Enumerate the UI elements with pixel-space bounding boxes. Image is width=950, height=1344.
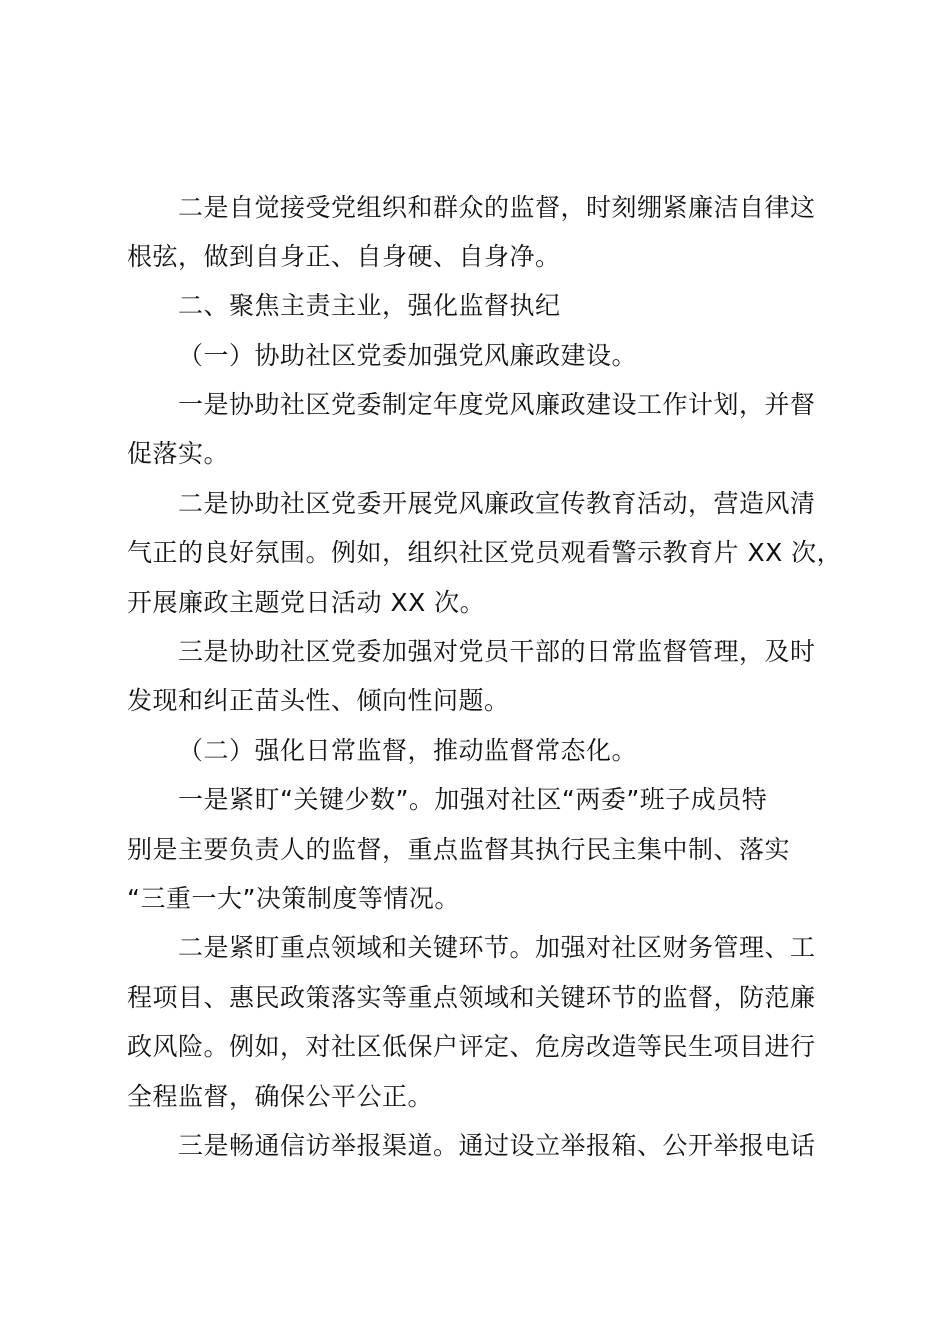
paragraph-line-7: 二是协助社区党委开展党风廉政宣传教育活动，营造风清 [178,489,816,518]
section-heading-2: 二、聚焦主责主业，强化监督执纪 [178,291,561,320]
paragraph-line-16: 二是紧盯重点领域和关键环节。加强对社区财务管理、工 [178,933,816,962]
paragraph-line-5: 一是协助社区党委制定年度党风廉政建设工作计划，并督 [178,390,816,419]
paragraph-line-11: 发现和纠正苗头性、倾向性问题。 [127,686,510,715]
paragraph-line-18: 政风险。例如，对社区低保户评定、危房改造等民生项目进行 [127,1032,816,1061]
paragraph-line-19: 全程监督，确保公平公正。 [127,1082,434,1111]
subsection-heading-1: （一）协助社区党委加强党风廉政建设。 [178,341,638,370]
paragraph-line-6: 促落实。 [127,439,230,468]
subsection-heading-2: （二）强化日常监督，推动监督常态化。 [178,736,638,765]
paragraph-line-8: 气正的良好氛围。例如，组织社区党员观看警示教育片 XX 次， [127,538,843,567]
paragraph-line-1: 二是自觉接受党组织和群众的监督，时刻绷紧廉洁自律这 [178,193,816,222]
paragraph-line-10: 三是协助社区党委加强对党员干部的日常监督管理，及时 [178,637,816,666]
paragraph-line-20: 三是畅通信访举报渠道。通过设立举报箱、公开举报电话 [178,1131,816,1160]
paragraph-line-13: 一是紧盯“关键少数”。加强对社区“两委”班子成员特 [178,785,768,814]
paragraph-line-15: “三重一大”决策制度等情况。 [127,884,460,913]
paragraph-line-17: 程项目、惠民政策落实等重点领域和关键环节的监督，防范廉 [127,983,816,1012]
paragraph-line-14: 别是主要负责人的监督，重点监督其执行民主集中制、落实 [127,835,791,864]
paragraph-line-2: 根弦，做到自身正、自身硬、自身净。 [127,242,561,271]
paragraph-line-9: 开展廉政主题党日活动 XX 次。 [127,588,486,617]
